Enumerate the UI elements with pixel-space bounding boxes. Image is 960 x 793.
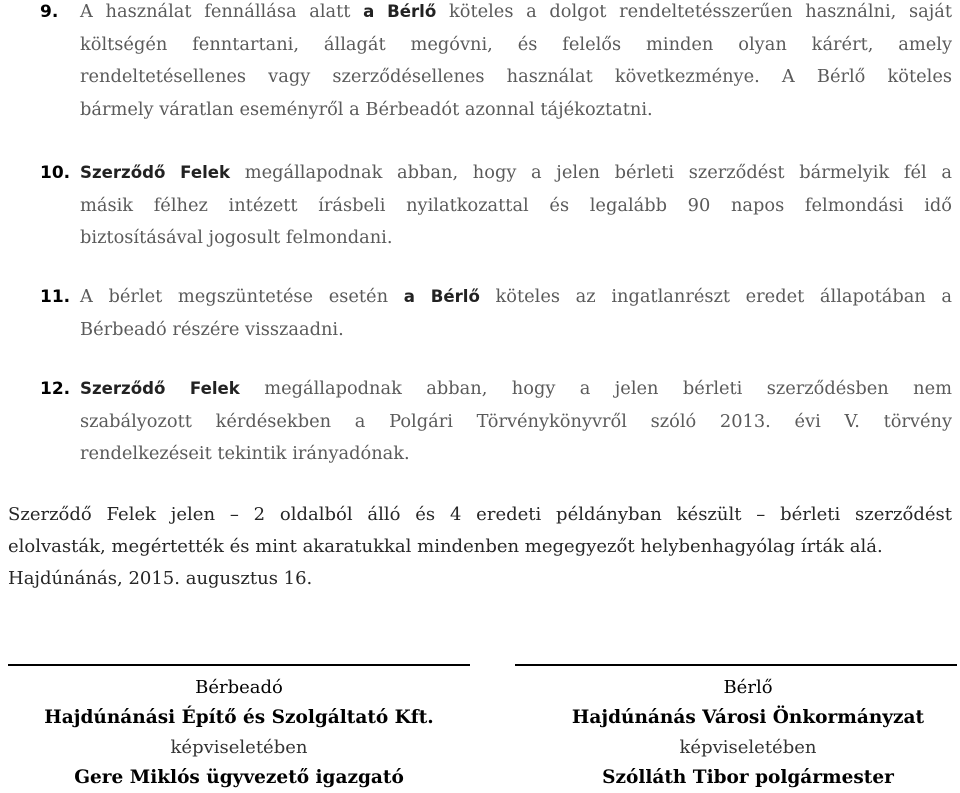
clause-number: 9. [40,2,59,22]
closing-paragraph [8,499,952,595]
clause-line: költségén fenntartani, állagát megóvni, és felelős minden olyan kárért, amely [80,33,952,55]
clause-12 [40,373,952,471]
clause-line: rendelkezéseit tekintik irányadónak. [80,443,410,464]
signature-line-right [515,664,957,666]
closing-line: elolvasták, megértették és mint akaratukkal mindenben megegyezőt helybenhagyólag írták alá. [8,536,883,557]
clause-line: bármely váratlan eseményről a Bérbeadót azonnal tájékoztatni. [80,98,653,120]
clause-line: szabályozott kérdésekben a Polgári Törvénykönyvről szóló 2013. évi V. törvény [80,410,952,432]
clause-number: 11. [40,287,71,307]
signature-role: Bérbeadó [195,677,283,698]
signature-line-left [8,664,470,666]
clause-11 [40,281,953,346]
bold-term: Szerződő Felek [80,163,231,182]
clause-line: Szerződő Felek megállapodnak abban, hogy a jelen bérleti szerződést bármelyik fél a [80,162,952,183]
clause-line: A használat fennállása alatt a Bérlő köteles a dolgot rendeltetésszerűen használni, saját [80,1,952,22]
clause-line: rendeltetésellenes vagy szerződésellenes használat következménye. A Bérlő köteles [80,66,952,87]
signature-capacity: képviseletében [170,737,308,758]
signature-organization: Hajdúnánás Városi Önkormányzat [571,707,925,728]
clause-line: A bérlet megszüntetése esetén a Bérlő köteles az ingatlanrészt eredet állapotában a [80,286,953,307]
signature-name: Szólláth Tibor polgármester [602,767,894,788]
clause-line: biztosításával jogosult felmondani. [80,227,393,248]
bold-term: a Bérlő [363,2,437,21]
signature-organization: Hajdúnánási Építő és Szolgáltató Kft. [44,707,434,728]
place-date: Hajdúnánás, 2015. augusztus 16. [8,568,313,589]
clause-number: 10. [40,163,71,183]
clause-line: Bérbeadó részére visszaadni. [80,318,344,340]
clause-line: Szerződő Felek megállapodnak abban, hogy a jelen bérleti szerződésben nem [80,378,952,399]
bold-term: a Bérlő [403,287,480,306]
clause-number: 12. [40,379,71,399]
signature-capacity: képviseletében [679,737,817,758]
signature-role: Bérlő [723,677,773,698]
signature-block-lessee [515,673,960,793]
signature-name: Gere Miklós ügyvezető igazgató [74,767,404,788]
clause-10 [40,157,952,255]
bold-term: Szerződő Felek [80,379,240,398]
clause-9 [40,0,952,126]
signature-block-lessor [8,673,470,793]
clause-line: másik félhez intézett írásbeli nyilatkozattal és legalább 90 napos felmondási idő [80,194,952,216]
closing-line: Szerződő Felek jelen – 2 oldalból álló és 4 eredeti példányban készült – bérleti szerződést [8,504,952,525]
